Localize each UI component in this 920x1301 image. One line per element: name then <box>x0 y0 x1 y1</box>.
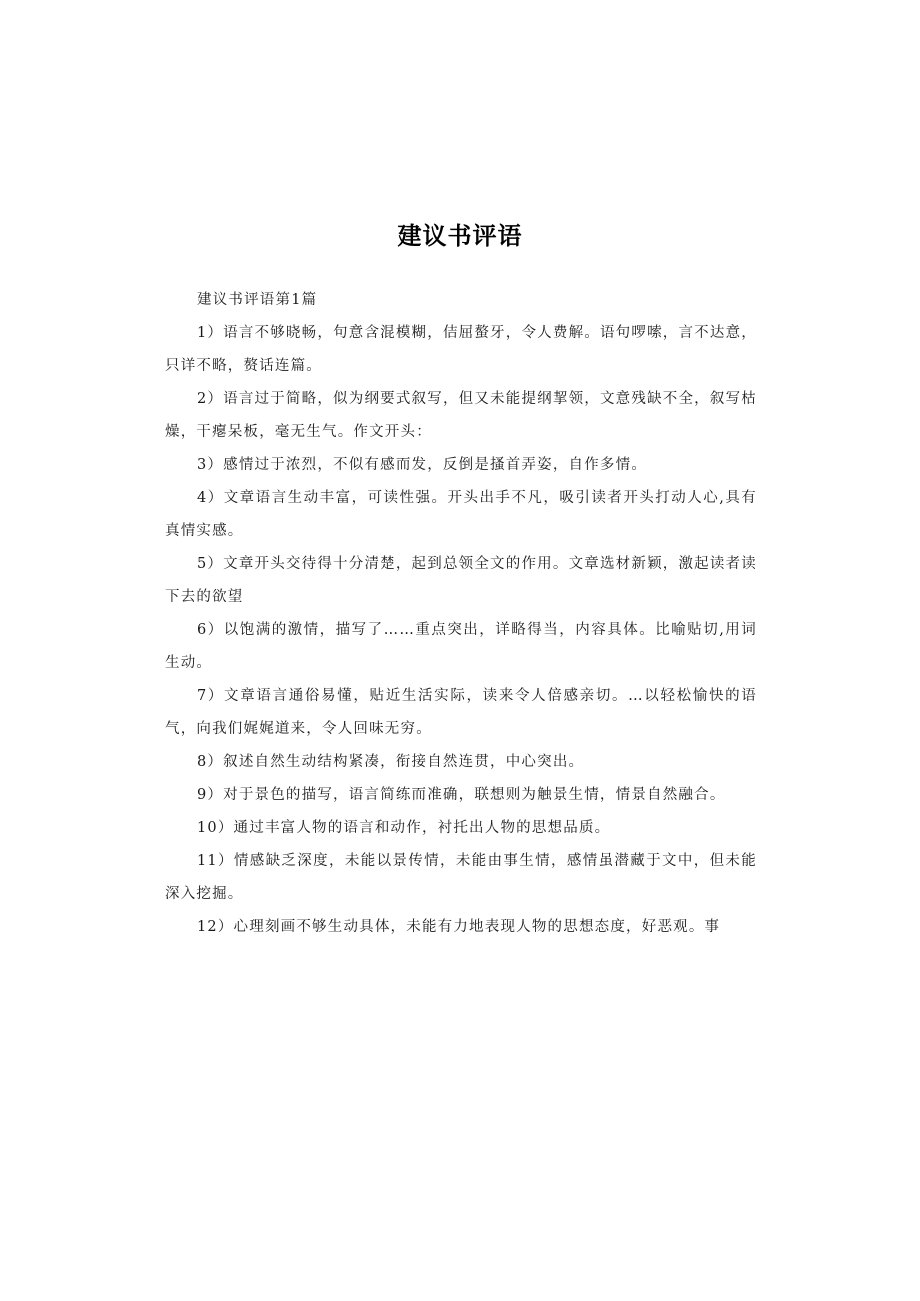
paragraph-11: 11）情感缺乏深度，未能以景传情，未能由事生情，感情虽潜藏于文中，但未能深入挖掘。 <box>165 853 757 902</box>
paragraph-5: 5）文章开头交待得十分清楚，起到总领全文的作用。文章选材新颖，激起读者读下去的欲望 <box>165 556 757 605</box>
paragraph-2: 2）语言过于简略，似为纲要式叙写，但又未能提纲挈领，文意残缺不全，叙写枯燥，干瘪呆板，毫无生气。作文开头： <box>165 391 757 440</box>
document-body <box>165 284 757 944</box>
paragraph-9: 9）对于景色的描写，语言简练而准确，联想则为触景生情，情景自然融合。 <box>197 787 726 803</box>
paragraph-7: 7）文章语言通俗易懂，贴近生活实际，读来令人倍感亲切。…以轻松愉快的语气，向我们娓娓道来，令人回味无穷。 <box>165 688 757 737</box>
document-title: 建议书评语 <box>397 222 523 250</box>
section-heading: 建议书评语第1篇 <box>197 292 318 308</box>
paragraph-12: 12）心理刻画不够生动具体，未能有力地表现人物的思想态度，好恶观。事 <box>197 919 721 935</box>
paragraph-10: 10）通过丰富人物的语言和动作，衬托出人物的思想品质。 <box>197 820 611 836</box>
paragraph-3: 3）感情过于浓烈，不似有感而发，反倒是搔首弄姿，自作多情。 <box>197 457 648 473</box>
paragraph-6: 6）以饱满的激情，描写了……重点突出，详略得当，内容具体。比喻贴切,用词生动。 <box>165 622 757 671</box>
paragraph-8: 8）叙述自然生动结构紧凑，衔接自然连贯，中心突出。 <box>197 754 585 770</box>
paragraph-4: 4）文章语言生动丰富，可读性强。开头出手不凡，吸引读者开头打动人心,具有真情实感。 <box>165 490 757 539</box>
paragraph-1: 1）语言不够晓畅，句意含混模糊，佶屈螯牙，令人费解。语句啰嗦，言不达意，只详不略，赘话连篇。 <box>165 325 757 374</box>
